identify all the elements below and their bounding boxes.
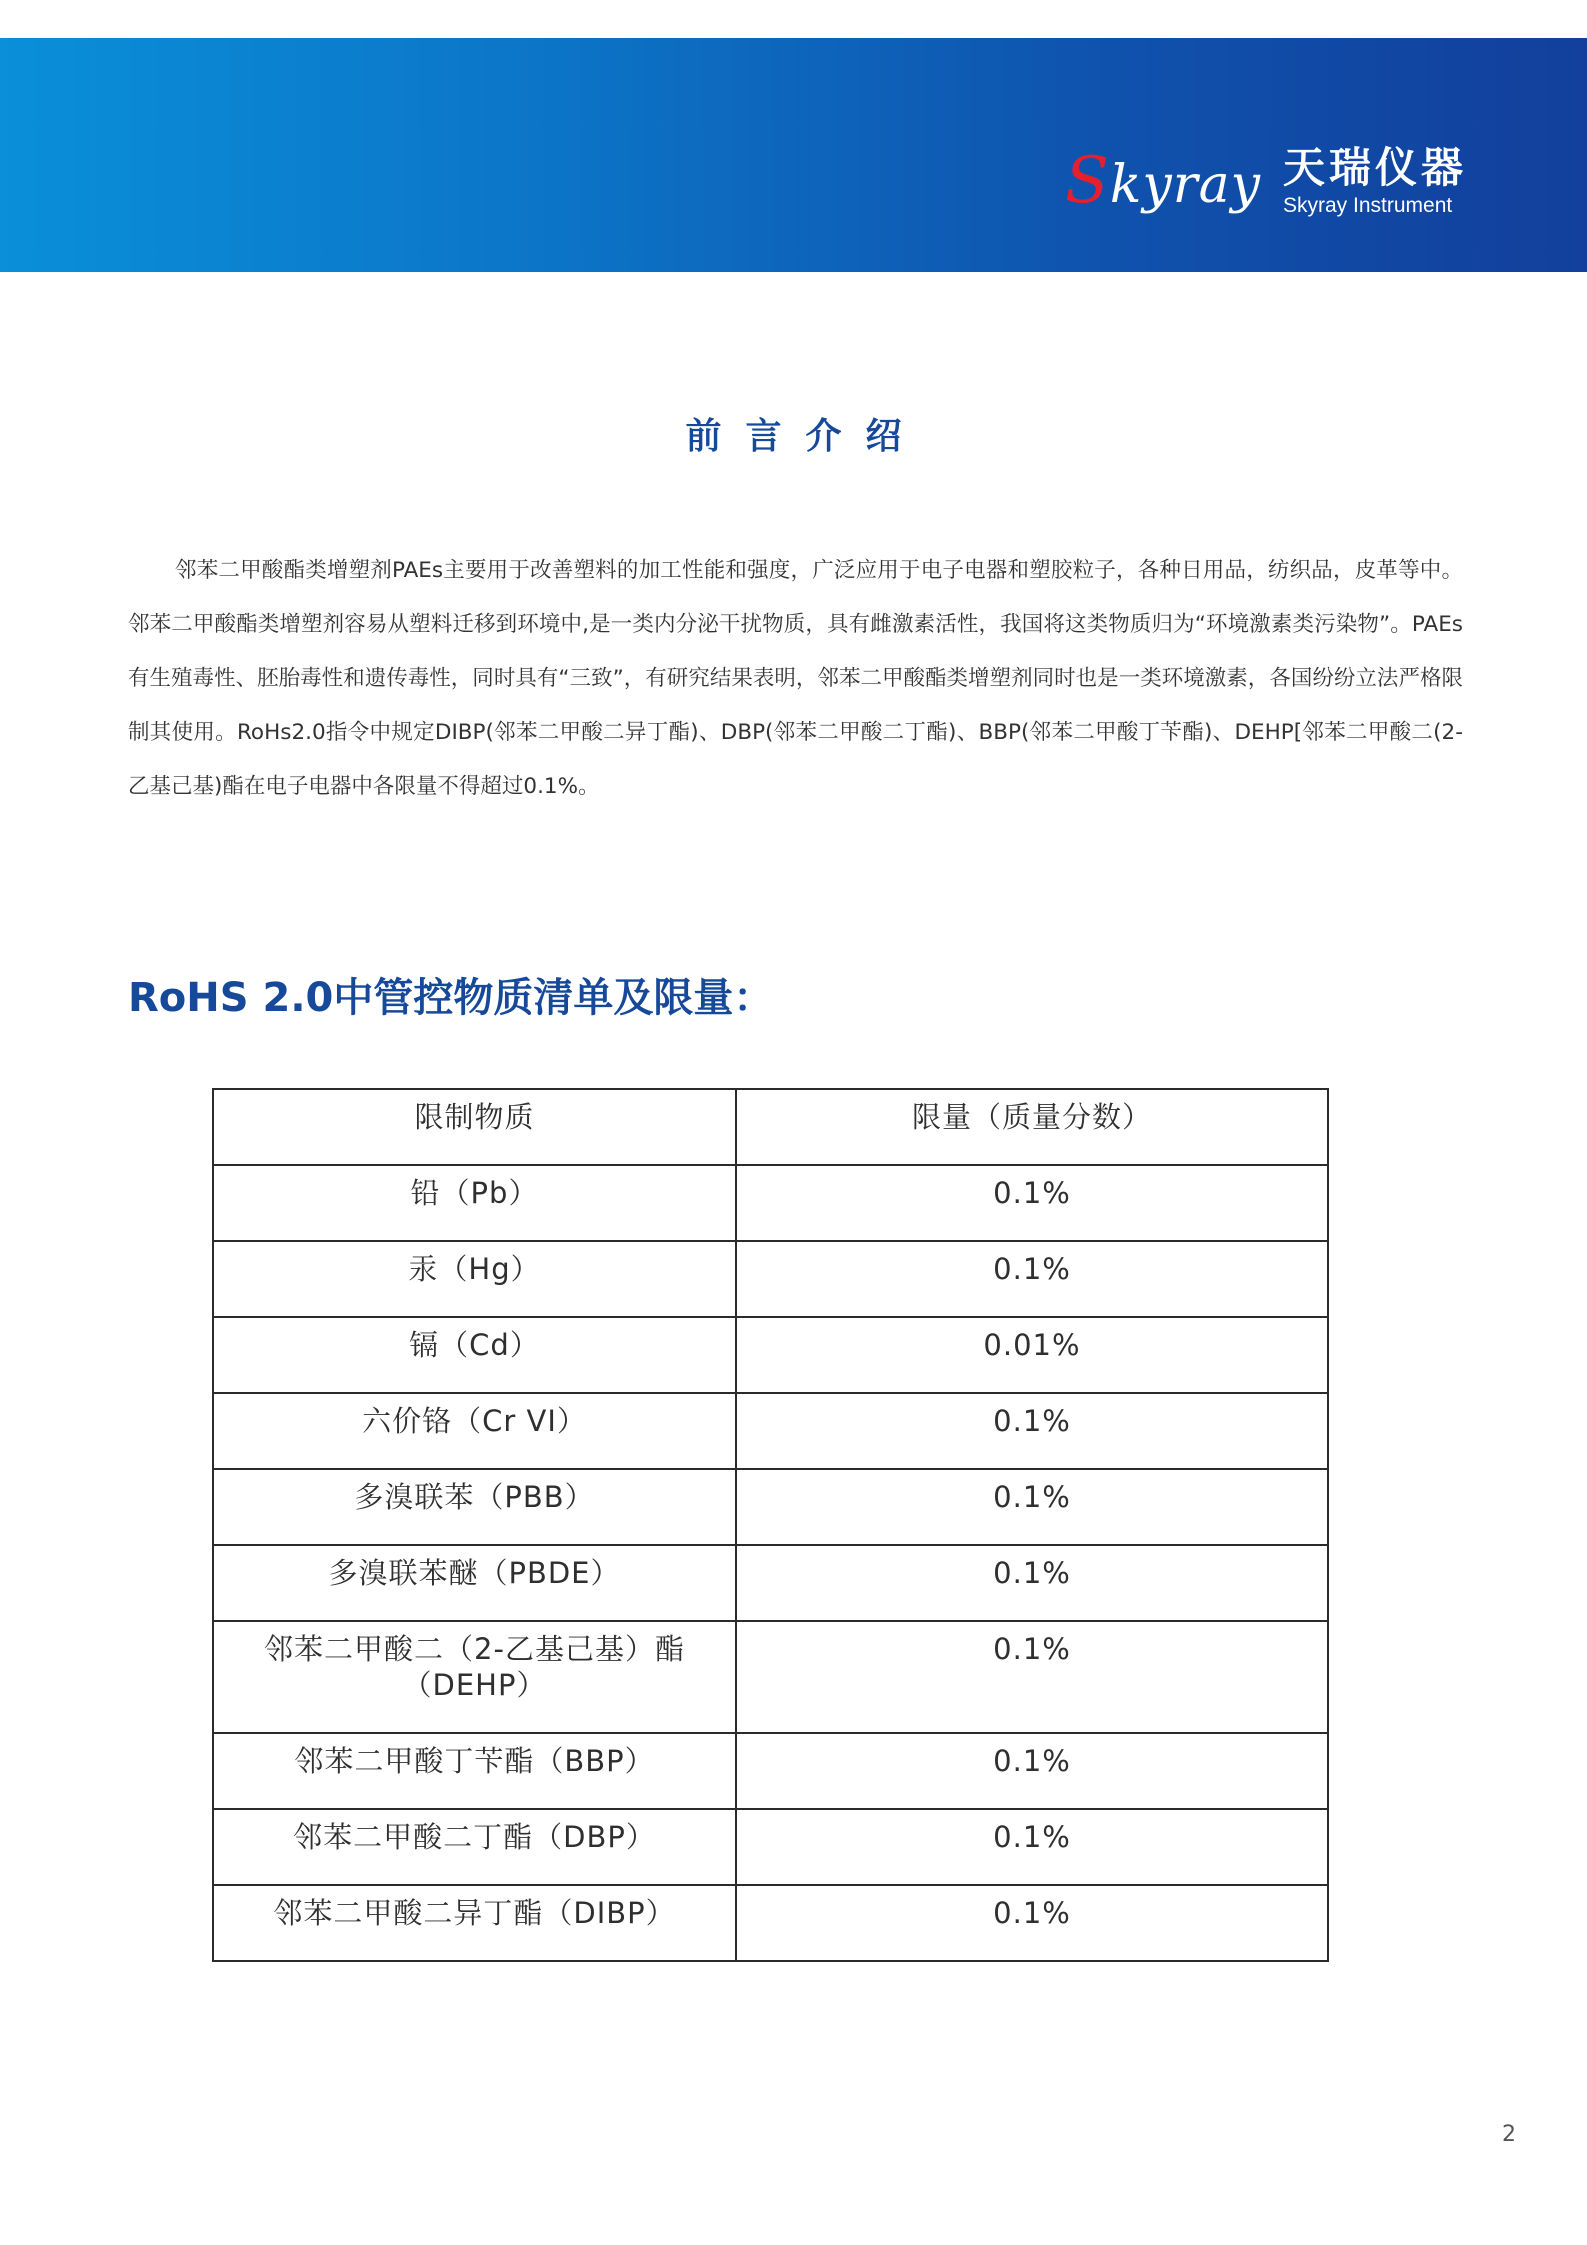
table-row <box>213 1809 1328 1885</box>
logo-wordmark <box>1283 143 1467 219</box>
table-row <box>213 1545 1328 1621</box>
substance-cell: 六价铬（Cr VI） <box>213 1393 736 1469</box>
table-row <box>213 1393 1328 1469</box>
table-row <box>213 1885 1328 1961</box>
limit-cell: 0.1% <box>736 1393 1328 1469</box>
company-name-en: Skyray Instrument <box>1282 194 1453 217</box>
substance-cell: 铅（Pb） <box>213 1165 736 1241</box>
skyray-script-logo <box>1065 144 1261 218</box>
page-number: 2 <box>1502 2122 1516 2147</box>
limit-cell: 0.1% <box>736 1545 1328 1621</box>
limit-cell: 0.1% <box>736 1733 1328 1809</box>
limit-cell: 0.1% <box>736 1885 1328 1961</box>
logo-script-text: kyray <box>1109 155 1261 215</box>
table-row <box>213 1165 1328 1241</box>
substance-cell: 邻苯二甲酸二丁酯（DBP） <box>213 1809 736 1885</box>
company-logo <box>1065 116 1467 246</box>
table-row <box>213 1317 1328 1393</box>
substance-cell: 镉（Cd） <box>213 1317 736 1393</box>
substance-cell: 多溴联苯（PBB） <box>213 1469 736 1545</box>
limit-cell: 0.01% <box>736 1317 1328 1393</box>
table-row <box>213 1241 1328 1317</box>
table-row <box>213 1621 1328 1733</box>
limit-cell: 0.1% <box>736 1165 1328 1241</box>
column-header-substance: 限制物质 <box>213 1089 736 1165</box>
substance-cell: 邻苯二甲酸二（2-乙基己基）酯（DEHP） <box>213 1621 736 1733</box>
restricted-substances-table <box>212 1088 1329 1962</box>
company-name-cn: 天瑞仪器 <box>1282 143 1467 192</box>
table-row <box>213 1733 1328 1809</box>
table-heading: RoHS 2.0中管控物质清单及限量： <box>128 975 774 1021</box>
table-row <box>213 1469 1328 1545</box>
intro-paragraph: 邻苯二甲酸酯类增塑剂PAEs主要用于改善塑料的加工性能和强度，广泛应用于电子电器和塑胶粒子，各种日用品，纺织品，皮革等中。邻苯二甲酸酯类增塑剂容易从塑料迁移到环境中,是一类内分泌干扰物质，具有雌激素活性，我国将这类物质归为“环境激素类污染物”。PAEs有生殖毒性、胚胎毒性和遗传毒性，同时具有“三致”，有研究结果表明，邻苯二甲酸酯类增塑剂同时也是一类环境激素，各国纷纷立法严格限制其使用。RoHs2.0指令中规定DIBP(邻苯二甲酸二异丁酯)、DBP(邻苯二甲酸二丁酯)、BBP(邻苯二甲酸丁苄酯)、DEHP[邻苯二甲酸二(2-乙基己基)酯在电子电器中各限量不得超过0.1%。 <box>128 558 1463 799</box>
limit-cell: 0.1% <box>736 1469 1328 1545</box>
header-banner <box>0 38 1587 272</box>
intro-title: 前言介绍 <box>685 416 926 457</box>
logo-initial: S <box>1065 144 1110 218</box>
substance-cell: 多溴联苯醚（PBDE） <box>213 1545 736 1621</box>
substance-cell: 汞（Hg） <box>213 1241 736 1317</box>
limit-cell: 0.1% <box>736 1621 1328 1733</box>
limit-cell: 0.1% <box>736 1241 1328 1317</box>
substance-cell: 邻苯二甲酸丁苄酯（BBP） <box>213 1733 736 1809</box>
substance-cell: 邻苯二甲酸二异丁酯（DIBP） <box>213 1885 736 1961</box>
column-header-limit: 限量（质量分数） <box>736 1089 1328 1165</box>
limit-cell: 0.1% <box>736 1809 1328 1885</box>
table-header-row <box>213 1089 1328 1165</box>
